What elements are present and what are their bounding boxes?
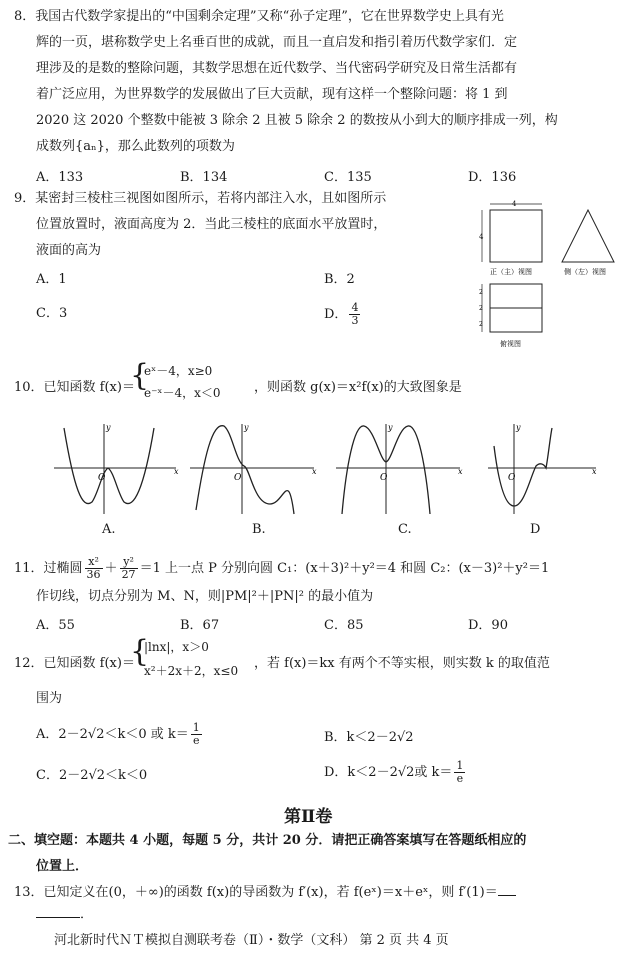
q8-line: 理涉及的是数的整除问题，其数学思想在近代数学、当代密码学研究及日常生活都有 [36,61,518,76]
q13-blank-start [498,895,516,896]
q12-case2: x²＋2x＋2，x≤0 [144,664,239,678]
q8-line: 8．我国古代数学家提出的“中国剩余定理”又称“孙子定理”，它在世界数学史上具有光 [14,9,504,24]
q11-option-d: D．90 [468,618,508,633]
q9-option-a: A．1 [36,272,67,287]
page-footer: 河北新时代ＮＴ模拟自测联考卷（Ⅱ）・数学（文科） 第 2 页 共 4 页 [54,933,449,948]
q12-option-d-text: D．k＜2－2√2或 k＝ [324,765,453,780]
q8-option-b: B．134 [180,170,228,185]
q8-line: 着广泛应用，为世界数学的发展做出了巨大贡献，现有这样一个整除问题：将 1 到 [36,87,508,102]
q12-option-a [36,722,204,747]
q9-option-d-fraction: $\frac{4}{3}$ [351,301,359,327]
q11-frac-y: $\frac{\text{y²}}{27}$ [121,555,136,581]
graph-a [52,418,184,518]
q10-case1: eˣ－4，x≥0 [144,364,213,378]
q8-line: 成数列{aₙ}，那么此数列的项数为 [36,139,235,154]
q10-brace: { [130,358,150,393]
front-view-label: 正（主）视图 [490,268,532,276]
q11-option-b: B．67 [180,618,220,633]
q9-option-d-label: D． [324,307,348,322]
q8-option-d: D．136 [468,170,517,185]
svg-text:O: O [380,473,388,483]
graph-d [486,418,602,518]
q9-line: 位置放置时，液面高度为 2．当此三棱柱的底面水平放置时， [36,217,387,232]
q13-text: 13．已知定义在(0，＋∞)的函数 f(x)的导函数为 f′(x)，若 f(eˣ)＝x＋eˣ，则 f′(1)＝ [14,885,498,900]
svg-text:O: O [234,473,242,483]
q11-frac-x: $\frac{\text{x²}}{36}$ [86,555,101,581]
svg-text:x: x [174,467,179,476]
q13-end: ． [80,907,94,922]
svg-text:O: O [98,473,106,483]
q12-prefix: 12．已知函数 f(x)＝ [14,656,135,671]
top-view-label: 俯视图 [500,340,521,348]
q12-case1: |lnx|，x＞0 [144,640,209,654]
q11-line1-rest: ＝1 上一点 P 分别向圆 C₁：(x＋3)²＋y²＝4 和圆 C₂：(x－3)²＋y²＝1 [139,561,550,576]
q8-line: 2020 这 2020 个整数中能被 3 除余 2 且被 5 除余 2 的数按从小到大的顺序排成一列，构 [36,113,558,128]
svg-text:y: y [516,423,521,432]
q12-suffix: ，若 f(x)＝kx 有两个不等实根，则实数 k 的取值范 [254,656,550,671]
q9-line: 液面的高为 [36,243,102,258]
q8-option-c: C．135 [324,170,372,185]
svg-text:x: x [592,467,597,476]
q13-answer-blank[interactable] [36,917,80,918]
svg-text:x: x [458,467,463,476]
q9-option-d [324,302,362,327]
graph-c-label: C. [398,522,412,537]
graph-b [188,418,324,518]
svg-text:y: y [244,423,249,432]
svg-text:y: y [106,423,111,432]
q12-option-a-text: A．2－2√2＜k＜0 或 k＝ [36,727,189,742]
q11-option-a: A．55 [36,618,75,633]
q9-line: 9．某密封三棱柱三视图如图所示，若将内部注入水，且如图所示 [14,191,387,206]
q8-line: 辉的一页，堪称数学史上名垂百世的成就，而且一直启发和指引着历代数学家们．定 [36,35,518,50]
q13-line-2 [36,906,93,924]
q12-line-2: 围为 [36,691,63,706]
q9-option-c: C．3 [36,306,68,321]
graph-b-label: B. [252,522,266,537]
q13-line-1 [14,884,516,902]
q12-option-d [324,760,467,785]
graph-c [334,418,470,518]
q12-brace: { [130,634,150,669]
graph-d-label: D [530,522,541,537]
top-dimension-3: 2 [479,321,483,328]
q11-line-1: 11．过椭圆 $\frac{\text{x²}}{36}$ ＋ $\frac{\text{y²}}{27}$ ＝1 上一点 P 分别向圆 C₁：(x＋3)²＋y²＝4 和圆 C₂：(x－3)²＋y²＝1 [14,555,550,581]
section-instruction-line-2: 位置上． [36,859,89,874]
q11-line-2: 作切线，切点分别为 M、N，则|PM|²＋|PN|² 的最小值为 [36,589,374,604]
front-top-dimension: 4 [512,200,517,208]
top-dimension-1: 2 [479,289,483,296]
q9-option-b: B．2 [324,272,355,287]
q12-option-a-fraction: $\frac{1}{e}$ [192,721,200,747]
front-left-dimension: 4 [479,233,484,241]
svg-text:O: O [508,473,516,483]
q10-suffix: ，则函数 g(x)＝x²f(x)的大致图象是 [254,380,462,395]
top-dimension-2: 2 [479,305,483,312]
q11-option-c: C．85 [324,618,364,633]
svg-text:x: x [312,467,317,476]
graph-a-label: A. [102,522,116,537]
q12-option-b: B．k＜2－2√2 [324,730,414,745]
svg-text:y: y [388,423,393,432]
three-view-figure [470,196,620,358]
q11-prefix: 11．过椭圆 [14,561,83,576]
section-instruction-line-1: 二、填空题：本题共 4 小题，每题 5 分，共计 20 分．请把正确答案填写在答题纸相应的 [8,833,527,848]
q10-prefix: 10．已知函数 f(x)＝ [14,380,135,395]
q8-option-a: A．133 [36,170,84,185]
side-view-label: 侧（左）视图 [564,268,606,276]
section-title: 第Ⅱ卷 [284,807,333,827]
q12-option-c: C．2－2√2＜k＜0 [36,768,148,783]
q10-case2: e⁻ˣ－4，x＜0 [144,386,221,400]
q12-option-d-fraction: $\frac{1}{e}$ [456,759,464,785]
